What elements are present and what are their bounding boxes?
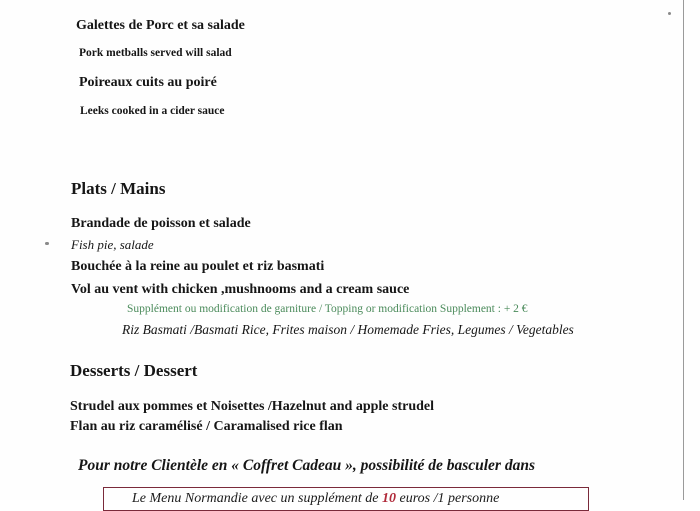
starter-1-french: Galettes de Porc et sa salade bbox=[76, 18, 245, 33]
starter-2-french: Poireaux cuits au poiré bbox=[79, 75, 217, 90]
mains-heading: Plats / Mains bbox=[71, 179, 166, 198]
desserts-heading: Desserts / Dessert bbox=[70, 361, 198, 380]
page-border-line bbox=[683, 0, 684, 500]
main-2-french: Bouchée à la reine au poulet et riz basmati bbox=[71, 259, 325, 274]
dessert-1: Strudel aux pommes et Noisettes /Hazelnut and apple strudel bbox=[70, 399, 434, 414]
side-options: Riz Basmati /Basmati Rice, Frites maison / Homemade Fries, Legumes / Vegetables bbox=[122, 322, 574, 337]
main-1-french: Brandade de poisson et salade bbox=[71, 216, 251, 231]
normandy-menu-text-end: euros /1 personne bbox=[396, 491, 500, 506]
supplement-amount: 10 bbox=[382, 491, 396, 506]
starter-1-english: Pork metballs served will salad bbox=[79, 47, 232, 59]
normandy-menu-text bbox=[132, 492, 499, 506]
starter-2-english: Leeks cooked in a cider sauce bbox=[80, 105, 225, 117]
scan-speck bbox=[668, 12, 671, 15]
main-2-english: Vol au vent with chicken ,mushnooms and a cream sauce bbox=[71, 282, 410, 297]
dessert-2: Flan au riz caramélisé / Caramalised rice flan bbox=[70, 419, 343, 434]
main-1-english: Fish pie, salade bbox=[71, 237, 154, 252]
supplement-note: Supplément ou modification de garniture / Topping or modification Supplement : + 2 € bbox=[127, 303, 528, 315]
gift-box-note: Pour notre Clientèle en « Coffret Cadeau », possibilité de basculer dans bbox=[78, 457, 535, 474]
normandy-menu-text-start: Le Menu Normandie avec un supplément de bbox=[132, 491, 382, 506]
scan-speck bbox=[45, 242, 49, 245]
